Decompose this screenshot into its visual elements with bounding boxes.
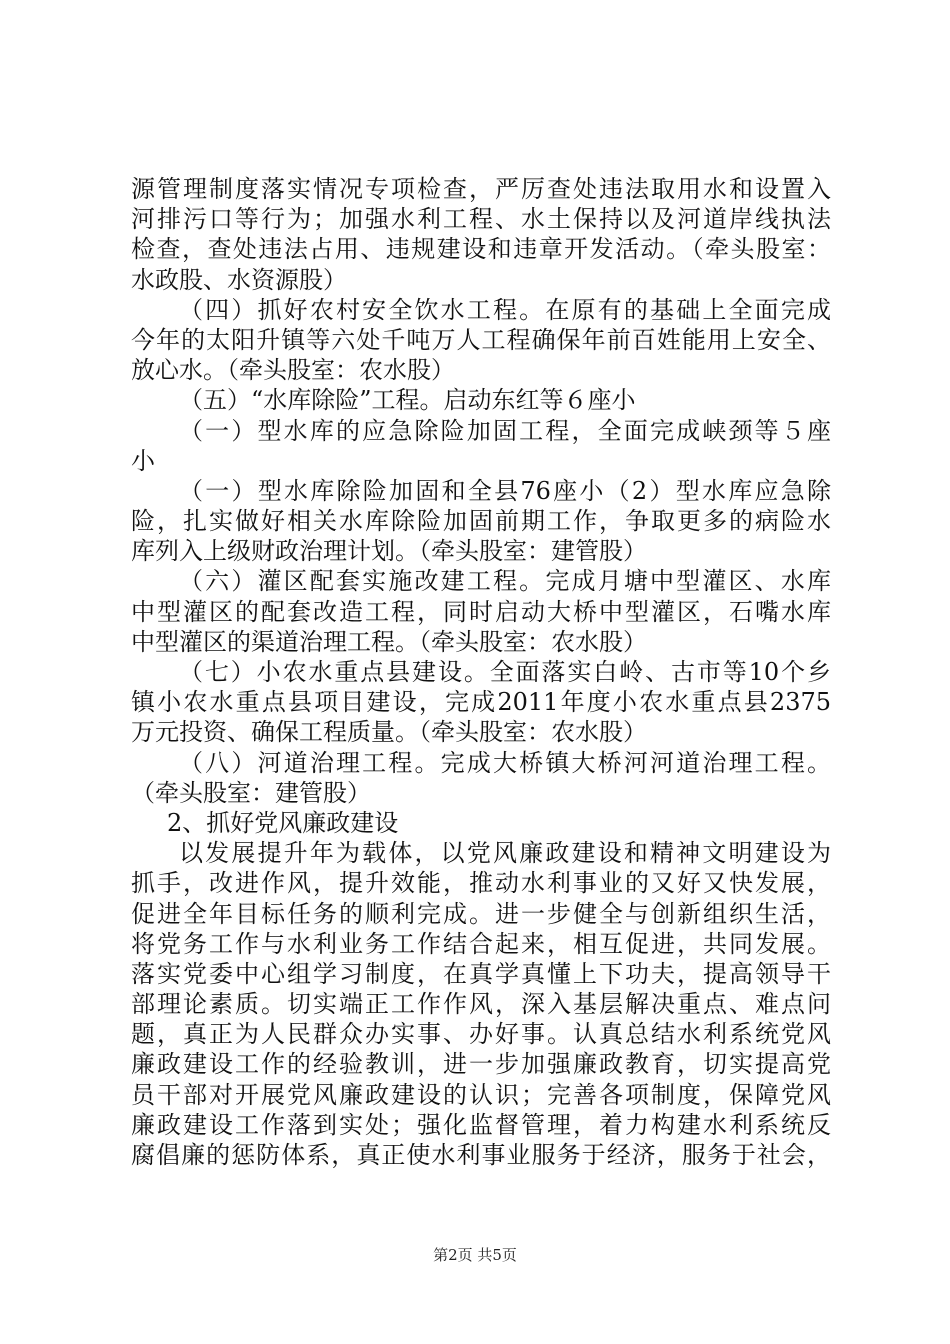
text-line: （一）型水库除险加固和全县76座小（2）型水库应急除 [179, 476, 831, 505]
text-line: 源管理制度落实情况专项检查，严厉查处违法取用水和设置入 [131, 175, 831, 203]
text-line: 河排污口等行为；加强水利工程、水土保持以及河道岸线执法 [131, 205, 831, 234]
text-line: 将党务工作与水利业务工作结合起来，相互促进，共同发展。 [131, 929, 831, 958]
text-line: 放心水。（牵头股室：农水股） [131, 356, 455, 385]
text-line: 水政股、水资源股） [131, 265, 347, 294]
text-line: （六）灌区配套实施改建工程。完成月塘中型灌区、水库 [179, 567, 831, 596]
text-line: 腐倡廉的惩防体系，真正使水利事业服务于经济，服务于社会， [131, 1141, 831, 1169]
text-line: （牵头股室：建管股） [131, 778, 371, 807]
text-line: 险，扎实做好相关水库除险加固前期工作，争取更多的病险水 [131, 507, 831, 536]
text-line: 万元投资、确保工程质量。（牵头股室：农水股） [131, 718, 647, 747]
document-body [131, 174, 831, 1170]
text-line: 题，真正为人民群众办实事、办好事。认真总结水利系统党风 [131, 1020, 831, 1049]
text-line: 以发展提升年为载体，以党风廉政建设和精神文明建设为 [179, 839, 831, 868]
text-line: （八）河道治理工程。完成大桥镇大桥河河道治理工程。 [179, 748, 831, 777]
text-line: （一）型水库的应急除险加固工程，全面完成峡颈等５座 [179, 416, 831, 445]
text-line: 今年的太阳升镇等六处千吨万人工程确保年前百姓能用上安全、 [131, 325, 831, 354]
text-line: 中型灌区的渠道治理工程。（牵头股室：农水股） [131, 627, 647, 656]
text-line: 小 [131, 446, 155, 475]
text-line: 廉政建设工作落到实处；强化监督管理，着力构建水利系统反 [131, 1110, 831, 1139]
text-line: 2、抓好党风廉政建设 [167, 808, 399, 837]
text-line: 员干部对开展党风廉政建设的认识；完善各项制度，保障党风 [131, 1080, 831, 1109]
text-line: 检查，查处违法占用、违规建设和违章开发活动。（牵头股室： [131, 235, 831, 264]
text-line: 促进全年目标任务的顺利完成。进一步健全与创新组织生活， [131, 899, 831, 928]
text-line: 镇小农水重点县项目建设，完成2011年度小农水重点县2375 [131, 688, 831, 717]
text-line: 抓手，改进作风，提升效能，推动水利事业的又好又快发展， [131, 869, 831, 898]
text-line: （七）小农水重点县建设。全面落实白岭、古市等10个乡 [179, 658, 831, 686]
text-line: 廉政建设工作的经验教训，进一步加强廉政教育，切实提高党 [131, 1050, 831, 1079]
text-line: 落实党委中心组学习制度，在真学真懂上下功夫，提高领导干 [131, 959, 831, 988]
text-line: 库列入上级财政治理计划。（牵头股室：建管股） [131, 537, 647, 566]
page-footer: 第2页 共5页 [433, 1246, 517, 1264]
text-line: 部理论素质。切实端正工作作风，深入基层解决重点、难点问 [131, 990, 831, 1019]
text-line: （五）“水库除险”工程。启动东红等６座小 [179, 386, 636, 415]
text-line: 中型灌区的配套改造工程，同时启动大桥中型灌区，石嘴水库 [131, 597, 831, 626]
text-line: （四）抓好农村安全饮水工程。在原有的基础上全面完成 [179, 295, 831, 324]
